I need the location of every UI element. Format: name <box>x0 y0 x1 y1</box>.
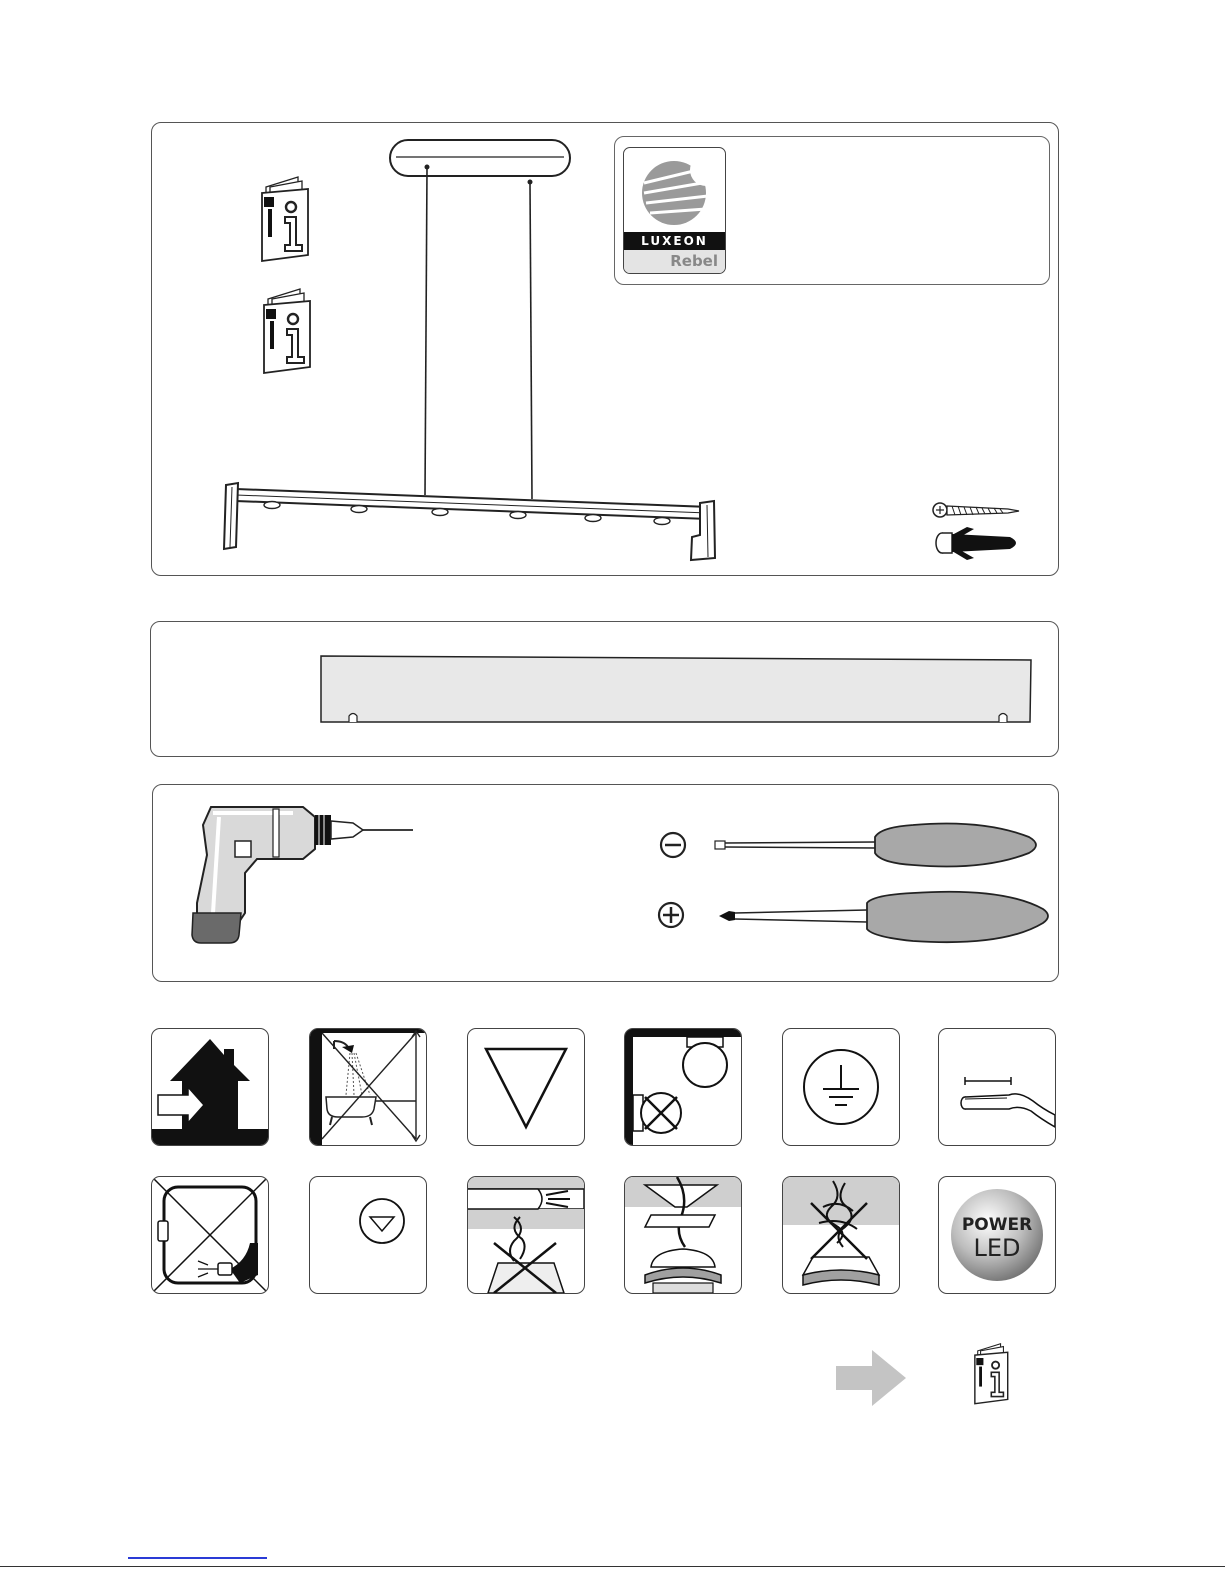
earth-ground-icon <box>782 1028 900 1146</box>
diffuser-strip-illustration <box>151 622 1058 756</box>
power-led-text-bottom: LED <box>973 1234 1021 1262</box>
no-cable-tangle-icon <box>782 1176 900 1294</box>
no-insulation-cover-icon <box>151 1176 269 1294</box>
power-led-icon <box>938 1176 1056 1294</box>
manual-reference-icon <box>972 1340 1012 1406</box>
flathead-screwdriver-icon <box>661 824 1036 867</box>
luxeon-logo-text: LUXEON <box>641 234 708 248</box>
no-bathroom-icon <box>309 1028 427 1146</box>
no-wire-near-bulb-icon <box>467 1176 585 1294</box>
mount-through-ceiling-icon <box>624 1176 742 1294</box>
luxeon-rebel-logo <box>623 147 726 274</box>
diffuser-panel <box>150 621 1059 757</box>
rebel-logo-text: Rebel <box>670 252 718 270</box>
product-overview-panel <box>151 122 1059 576</box>
class-triangle-icon <box>467 1028 585 1146</box>
luxeon-info-box <box>614 136 1050 285</box>
no-wall-mount-icon <box>624 1028 742 1146</box>
page-bottom-rule <box>0 1566 1225 1567</box>
instruction-manual-icon <box>258 173 314 263</box>
power-led-text-top: POWER <box>961 1215 1033 1235</box>
continue-arrow-icon <box>836 1350 908 1406</box>
screw-icon <box>933 503 1019 517</box>
safety-manual-icon <box>260 285 316 375</box>
strip-wire-icon <box>938 1028 1056 1146</box>
indoor-use-icon <box>151 1028 269 1146</box>
wall-plug-icon <box>936 527 1016 560</box>
tools-panel <box>152 784 1059 982</box>
phillips-screwdriver-icon <box>659 892 1048 942</box>
footer-link-underline[interactable] <box>128 1557 267 1559</box>
dimmer-icon <box>309 1176 427 1294</box>
drill-icon <box>192 807 413 943</box>
